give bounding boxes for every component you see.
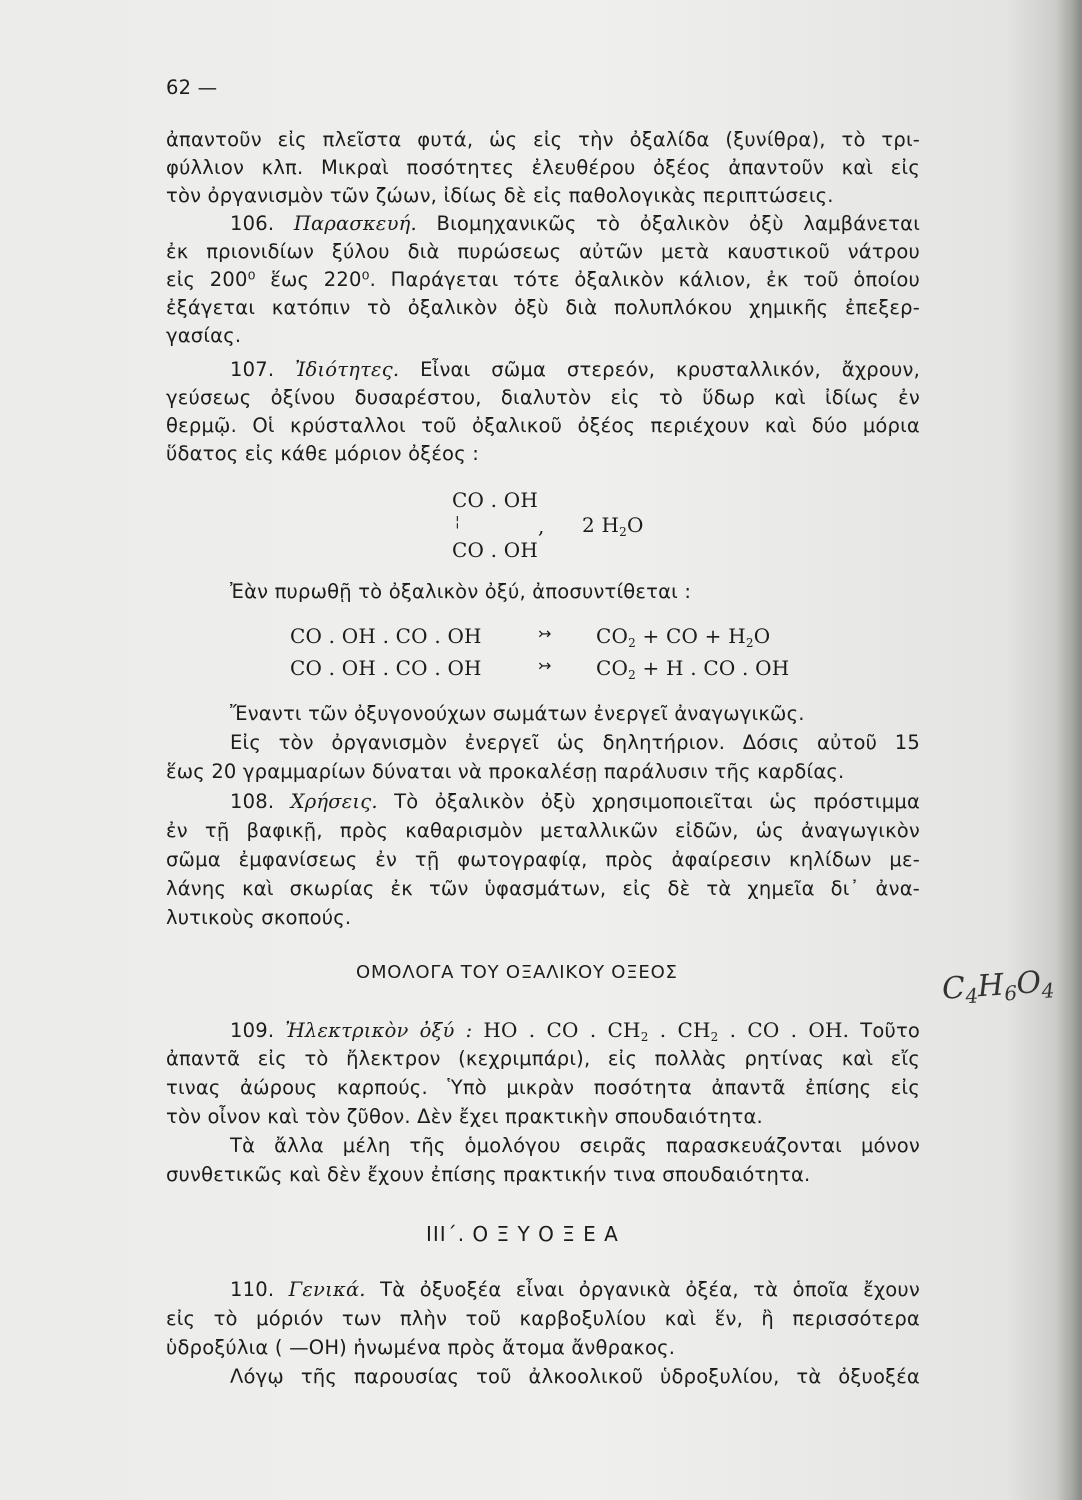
section-107-after-line: ἕως 20 γραμμαρίων δύναται νὰ προκαλέσῃ παράλυσιν τῆς καρδίας. (166, 760, 845, 783)
section-108-line: ἐν τῇ βαφικῇ, πρὸς καθαρισμὸν μεταλλικῶν εἰδῶν, ὡς ἀναγωγικὸν (166, 819, 920, 842)
section-110-line: ὑδροξύλια ( —OH) ἡνωμένα πρὸς ἄτομα ἄνθρακος. (166, 1336, 676, 1359)
formula-water: 2 $H_2O$ (582, 513, 644, 539)
section-text: Εἶναι σῶμα στερεόν, κρυσταλλικόν, ἄχρουν, (420, 358, 920, 381)
section-title: Παρασκευή. (293, 212, 417, 235)
formula-bond: ¦ (455, 514, 460, 530)
section-number: 110. (230, 1278, 275, 1301)
reaction-1-products: $CO_2$ + CO + $H_2O$ (596, 624, 771, 650)
section-109-line: τὸν οἶνον καὶ τὸν ζῦθον. Δὲν ἔχει πρακτικὴν σπουδαιότητα. (166, 1105, 763, 1128)
reaction-2-arrow: ↣ (538, 656, 552, 675)
section-108-line: λυτικοὺς σκοπούς. (166, 906, 352, 929)
section-110-line: Λόγῳ τῆς παρουσίας τοῦ ἀλκοολικοῦ ὑδροξυλίου, τὰ ὀξυοξέα (230, 1365, 920, 1388)
handwritten-formula-note: $C_4H_6O_4$ (940, 965, 1056, 1009)
section-text: Τοῦτο (860, 1019, 921, 1042)
section-107-after-line: Ἔναντι τῶν ὀξυγονούχων σωμάτων ἐνεργεῖ ἀναγωγικῶς. (230, 702, 805, 725)
section-text: Τὸ ὀξαλικὸν ὀξὺ χρησιμοποιεῖται ὡς πρόστιμμα (394, 790, 920, 813)
section-107-heading-line (230, 358, 920, 381)
section-108-line: λάνης καὶ σκωρίας ἐκ τῶν ὑφασμάτων, εἰς δὲ τὰ χημεῖα δι᾽ ἀνα- (166, 877, 920, 900)
section-text: Βιομηχανικῶς τὸ ὀξαλικὸν ὀξὺ λαμβάνεται (436, 212, 920, 235)
intro-line: τὸν ὀργανισμὸν τῶν ζώων, ἰδίως δὲ εἰς παθολογικὰς περιπτώσεις. (166, 184, 834, 207)
section-106-heading-line (230, 212, 920, 235)
section-title: Γενικά. (288, 1278, 366, 1301)
succinic-acid-formula: HO . CO . $CH_2$ . $CH_2$ . CO . OH. (483, 1018, 850, 1044)
heat-line: Ἐὰν πυρωθῇ τὸ ὀξαλικὸν ὀξύ, ἀποσυντίθεται : (230, 580, 692, 603)
reaction-2-products: $CO_2 + H$ . CO . OH (596, 656, 790, 682)
reaction-1-left: CO . OH . CO . OH (290, 624, 482, 648)
page-number: 62 — (166, 76, 218, 99)
intro-line: ἀπαντοῦν εἰς πλεῖστα φυτά, ὡς εἰς τὴν ὀξαλίδα (ξυνίθρα), τὸ τρι- (166, 128, 920, 151)
formula-bottom: CO . OH (452, 538, 539, 562)
section-107-line: θερμῷ. Οἱ κρύσταλλοι τοῦ ὀξαλικοῦ ὀξέος περιέχουν καὶ δύο μόρια (166, 414, 920, 437)
section-number: 106. (230, 212, 275, 235)
section-107-line: γεύσεως ὀξίνου δυσαρέστου, διαλυτὸν εἰς τὸ ὕδωρ καὶ ἰδίως ἐν (166, 386, 920, 409)
formula-comma: , (538, 514, 545, 538)
section-109-line: ἀπαντᾶ εἰς τὸ ἤλεκτρον (κεχριμπάρι), εἰς πολλὰς ρητίνας καὶ εἴς (166, 1047, 920, 1070)
heading-oxyacids: ΙΙΙ΄. Ο Ξ Υ Ο Ξ Ε Α (426, 1222, 619, 1246)
section-109-line: Τὰ ἄλλα μέλη τῆς ὁμολόγου σειρᾶς παρασκευάζονται μόνον (230, 1134, 920, 1157)
reaction-2-left: CO . OH . CO . OH (290, 656, 482, 680)
section-108-heading-line (230, 790, 920, 813)
intro-line: φύλλιον κλπ. Μικραὶ ποσότητες ἐλευθέρου ὀξέος ἀπαντοῦν καὶ εἰς (166, 156, 920, 179)
section-108-line: σῶμα ἐμφανίσεως ἐν τῇ φωτογραφίᾳ, πρὸς ἀφαίρεσιν κηλίδων με- (166, 848, 920, 871)
heading-homologs: ΟΜΟΛΟΓΑ ΤΟΥ ΟΞΑΛΙΚΟΥ ΟΞΕΟΣ (356, 962, 678, 983)
section-106-line: ἐκ πριονιδίων ξύλου διὰ πυρώσεως αὐτῶν μετὰ καυστικοῦ νάτρου (166, 240, 920, 263)
section-107-line: ὕδατος εἰς κάθε μόριον ὀξέος : (166, 442, 480, 465)
section-109-heading-line (230, 1018, 920, 1044)
reaction-1-arrow: ↣ (538, 624, 552, 643)
section-text: Τὰ ὀξυοξέα εἶναι ὀργανικὰ ὀξέα, τὰ ὁποῖα ἔχουν (380, 1278, 920, 1301)
section-number: 107. (230, 358, 275, 381)
section-110-heading-line (230, 1278, 920, 1301)
section-title: Ἰδιότητες. (295, 358, 400, 381)
section-number: 108. (230, 790, 275, 813)
section-109-line: τινας ἀώρους καρπούς. Ὑπὸ μικρὰν ποσότητα ἀπαντᾶ ἐπίσης εἰς (166, 1076, 920, 1099)
section-title: Ἠλεκτρικὸν ὀξύ : (285, 1019, 473, 1042)
section-106-line: γασίας. (166, 324, 242, 347)
section-number: 109. (230, 1019, 275, 1042)
formula-top: CO . OH (452, 488, 539, 512)
section-title: Χρήσεις. (290, 790, 378, 813)
section-106-line: εἰς 200⁰ ἕως 220⁰. Παράγεται τότε ὀξαλικὸν κάλιον, ἐκ τοῦ ὁποίου (166, 268, 920, 291)
section-110-line: εἰς τὸ μόριόν των πλὴν τοῦ καρβοξυλίου καὶ ἕν, ἢ περισσότερα (166, 1307, 920, 1330)
section-107-after-line: Εἰς τὸν ὀργανισμὸν ἐνεργεῖ ὡς δηλητήριον. Δόσις αὐτοῦ 15 (230, 731, 920, 754)
section-109-line: συνθετικῶς καὶ δὲν ἔχουν ἐπίσης πρακτικήν τινα σπουδαιότητα. (166, 1163, 811, 1186)
page-edge-shadow (1056, 0, 1082, 1500)
section-106-line: ἐξάγεται κατόπιν τὸ ὀξαλικὸν ὀξὺ διὰ πολυπλόκου χημικῆς ἐπεξερ- (166, 296, 920, 319)
